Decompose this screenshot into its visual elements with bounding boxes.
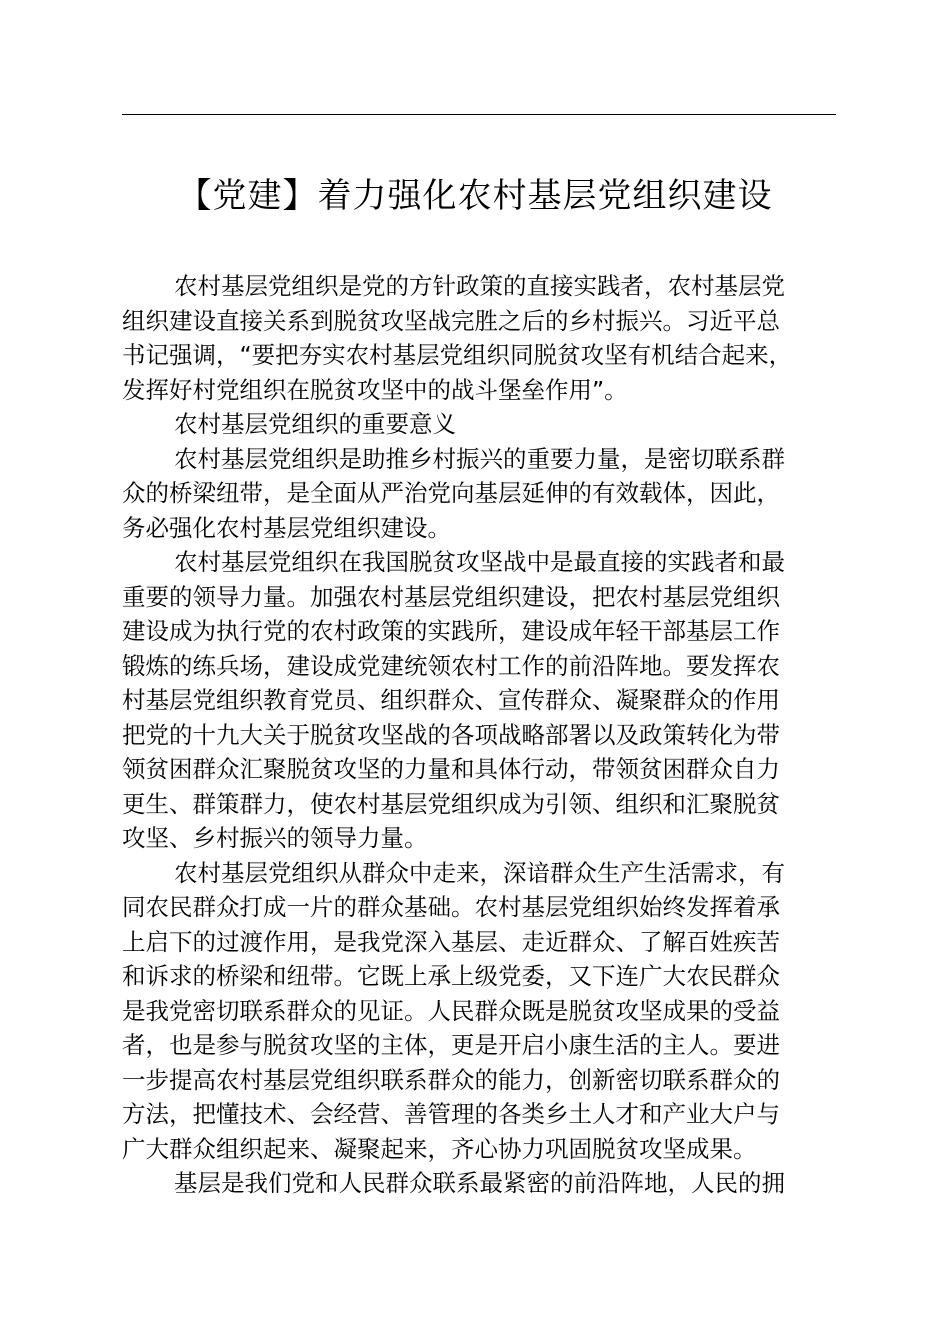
body-line: 农村基层党组织在我国脱贫攻坚战中是最直接的实践者和最: [174, 548, 785, 576]
body-line: 方法，把懂技术、会经营、善管理的各类乡土人才和产业大户与: [122, 1100, 780, 1128]
body-line: 领贫困群众汇聚脱贫攻坚的力量和具体行动，带领贫困群众自力: [122, 755, 780, 783]
body-line: 农村基层党组织是党的方针政策的直接实践者，农村基层党: [174, 272, 785, 300]
body-line: 广大群众组织起来、凝聚起来，齐心协力巩固脱贫攻坚成果。: [122, 1134, 757, 1163]
body-line: 者，也是参与脱贫攻坚的主体，更是开启小康生活的主人。要进: [122, 1031, 780, 1059]
body-line: 锻炼的练兵场，建设成党建统领农村工作的前沿阵地。要发挥农: [122, 651, 780, 680]
body-line: 一步提高农村基层党组织联系群众的能力，创新密切联系群众的: [122, 1065, 780, 1094]
body-line: 把党的十九大关于脱贫攻坚战的各项战略部署以及政策转化为带: [122, 720, 780, 749]
body-line: 更生、群策群力，使农村基层党组织成为引领、组织和汇聚脱贫: [122, 789, 780, 818]
body-line: 是我党密切联系群众的见证。人民群众既是脱贫攻坚成果的受益: [122, 996, 780, 1025]
body-line: 攻坚、乡村振兴的领导力量。: [122, 824, 428, 852]
header-rule: [122, 114, 836, 115]
body-line: 同农民群众打成一片的群众基础。农村基层党组织始终发挥着承: [122, 893, 780, 921]
body-line: 重要的领导力量。加强农村基层党组织建设，把农村基层党组织: [122, 582, 780, 611]
body-line: 农村基层党组织从群众中走来，深谙群众生产生活需求，有: [174, 858, 785, 887]
body-line: 和诉求的桥梁和纽带。它既上承上级党委，又下连广大农民群众: [122, 962, 780, 990]
body-line: 农村基层党组织是助推乡村振兴的重要力量，是密切联系群: [174, 444, 785, 473]
document-title: 【党建】着力强化农村基层党组织建设: [177, 176, 773, 216]
body-line: 发挥好村党组织在脱贫攻坚中的战斗堡垒作用”。: [122, 375, 628, 404]
body-line: 上启下的过渡作用，是我党深入基层、走近群众、了解百姓疾苦: [122, 927, 780, 956]
body-line: 书记强调，“要把夯实农村基层党组织同脱贫攻坚有机结合起来，: [122, 341, 793, 369]
document-body: [122, 269, 840, 1201]
body-line: 建设成为执行党的农村政策的实践所，建设成年轻干部基层工作: [122, 617, 780, 645]
body-line: 农村基层党组织的重要意义: [174, 410, 456, 438]
body-line: 务必强化农村基层党组织建设。: [122, 513, 451, 542]
body-line: 基层是我们党和人民群众联系最紧密的前沿阵地，人民的拥: [174, 1169, 785, 1197]
body-line: 村基层党组织教育党员、组织群众、宣传群众、凝聚群众的作用: [122, 686, 780, 714]
body-line: 众的桥梁纽带，是全面从严治党向基层延伸的有效载体，因此，: [122, 479, 780, 507]
body-line: 组织建设直接关系到脱贫攻坚战完胜之后的乡村振兴。习近平总: [122, 306, 780, 335]
